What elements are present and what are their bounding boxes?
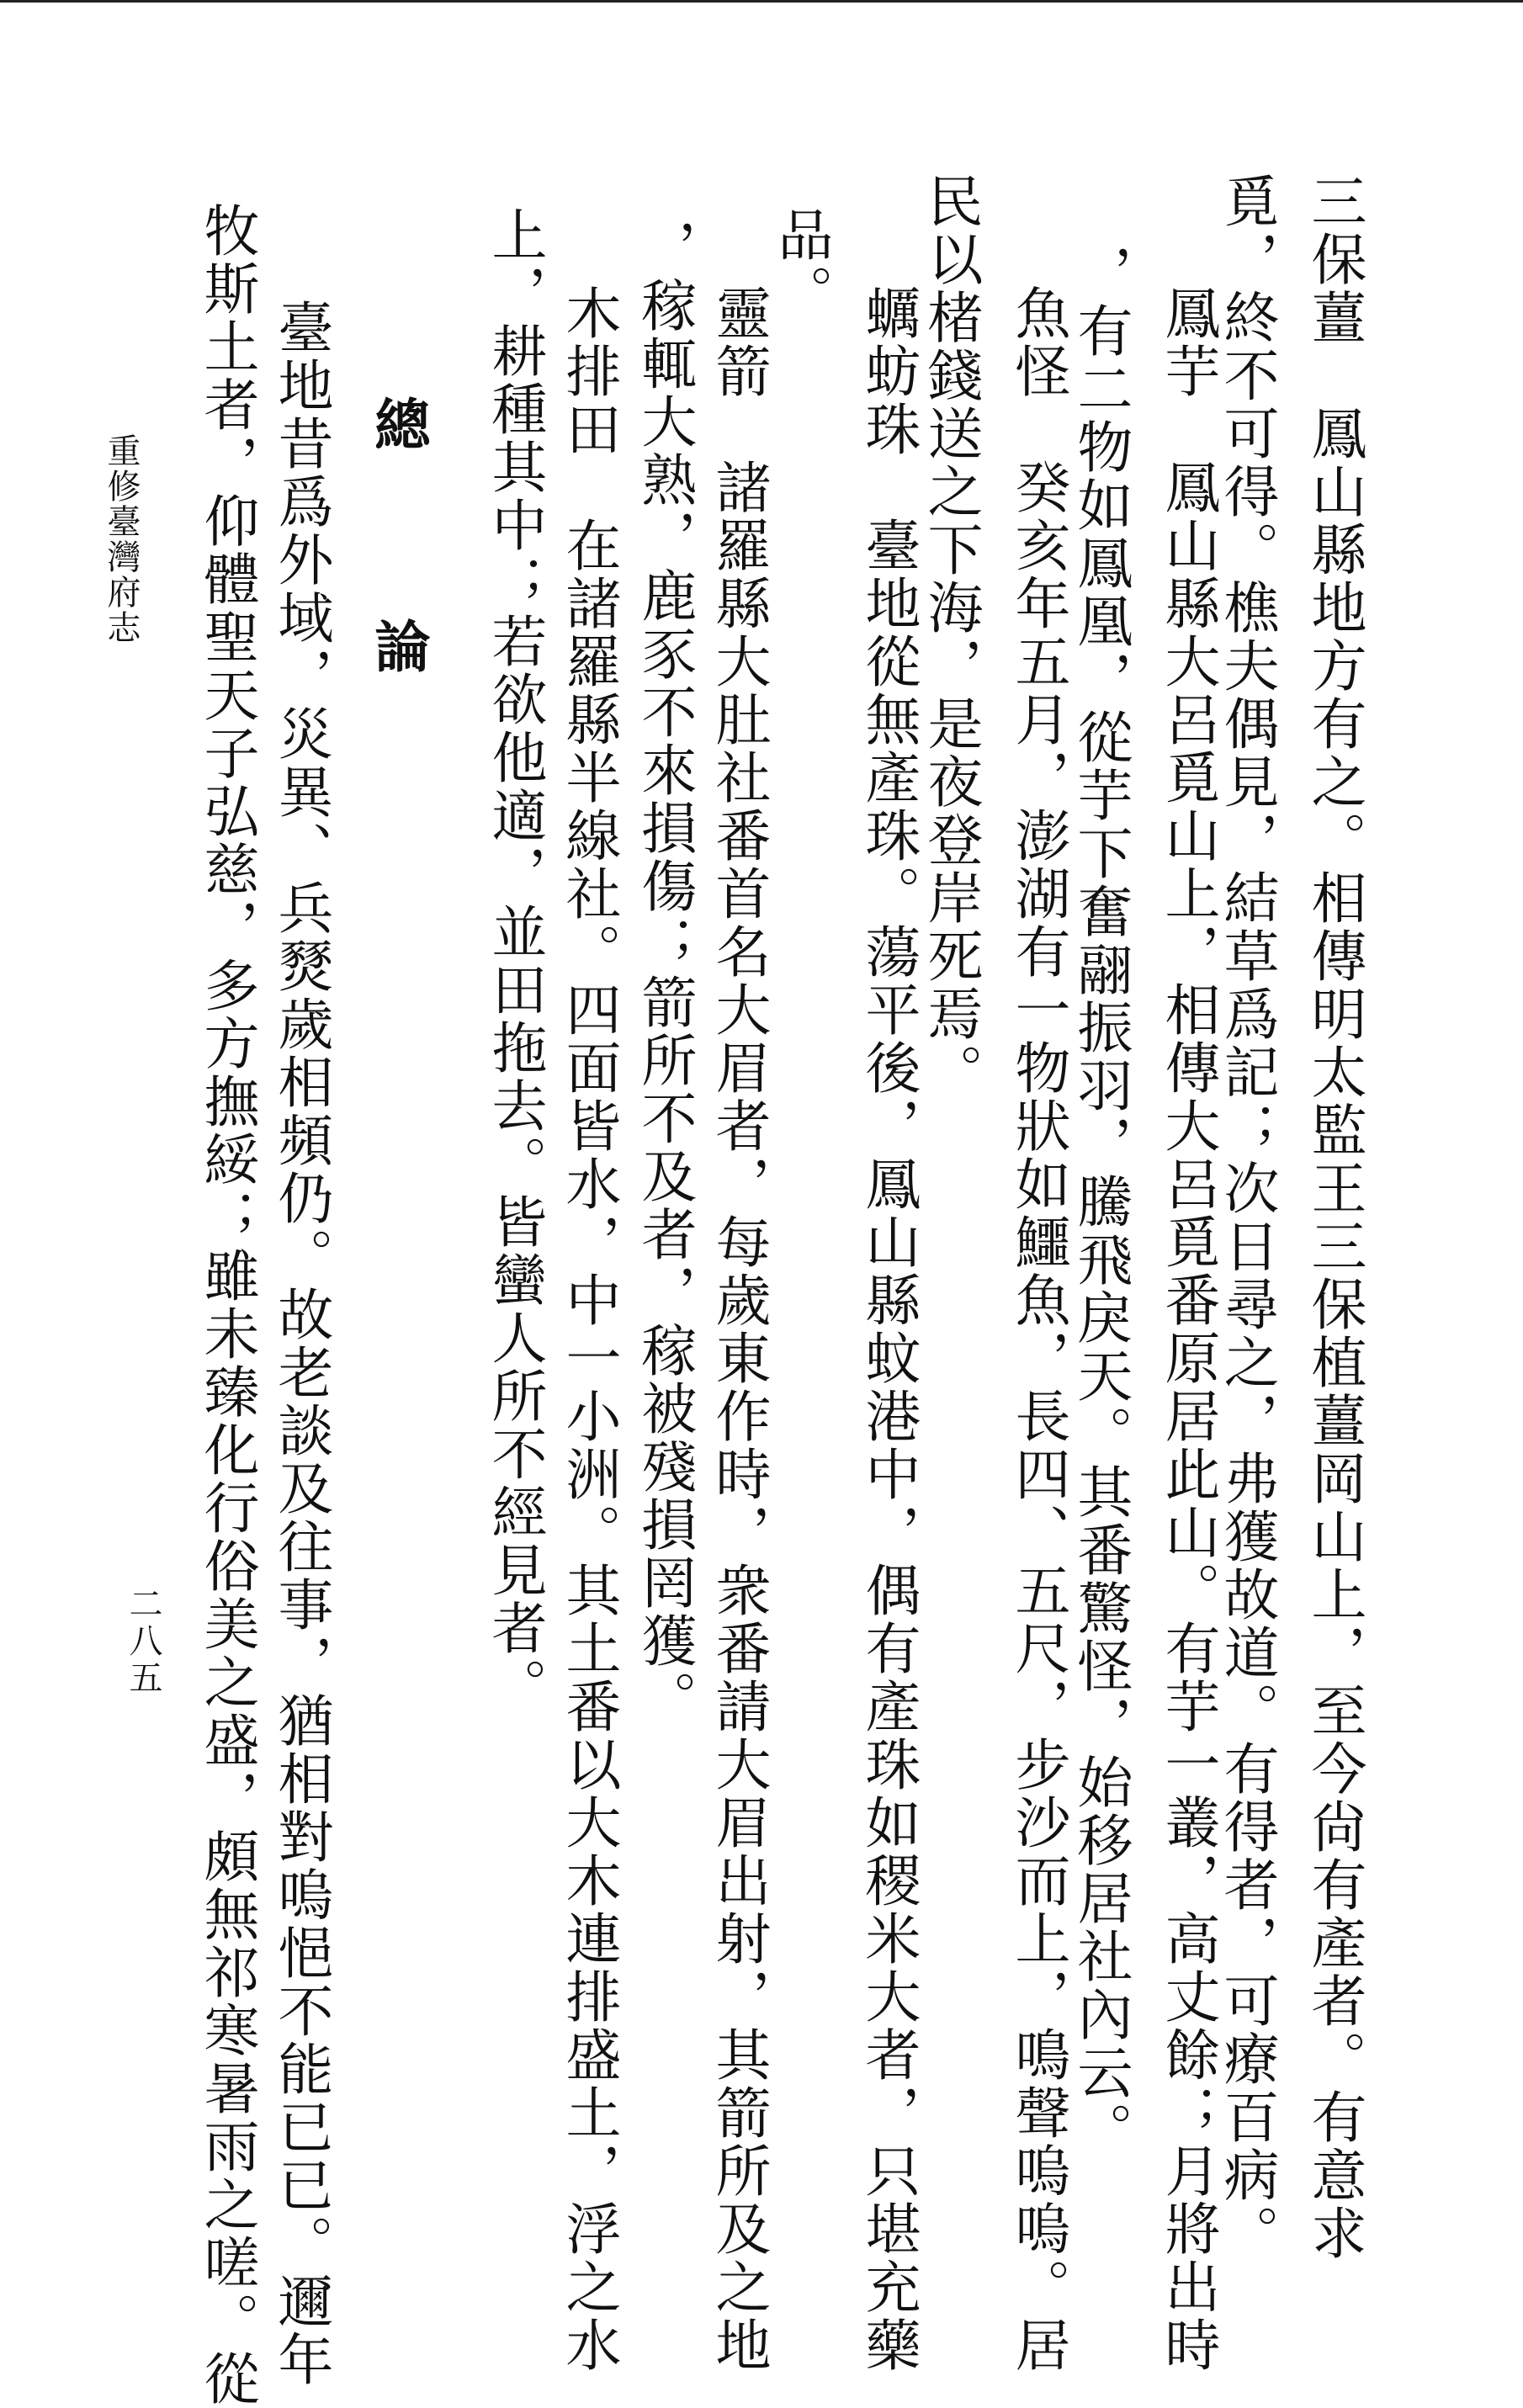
text-line-7: 蠣蚄珠 臺地從無產珠。蕩平後，鳳山縣蚊港中，偶有產珠如稷米大者，只堪充藥 xyxy=(856,284,921,2374)
text-line-14: 牧斯土者，仰體聖天子弘慈，多方撫綏；雖未臻化行俗美之盛，頗無祁寒暑雨之嗟。從 xyxy=(194,202,259,2408)
running-head: 重修臺灣府志 xyxy=(102,433,141,645)
page-number: 二八五 xyxy=(124,1586,162,1697)
text-line-6: 民以楮錢送之下海，是夜登岸死焉。 xyxy=(918,172,983,1101)
text-line-2: 覓，終不可得。樵夫偶見，結草爲記；次日尋之，弗獲故道。有得者，可療百病。 xyxy=(1214,172,1279,2262)
text-line-8: 品。 xyxy=(768,206,833,322)
text-line-12: 上，耕種其中；若欲他適，並田拖去。皆蠻人所不經見者。 xyxy=(482,206,547,1716)
text-line-9: 靈箭 諸羅縣大肚社番首名大眉者，每歲東作時，衆番請大眉出射，其箭所及之地 xyxy=(706,284,771,2374)
text-line-4: ，有二物如鳳凰，從芋下奮翮振羽，騰飛戾天。其番驚怪，始移居社內云。 xyxy=(1068,244,1133,2160)
text-line-3: 鳳芋 鳳山縣大呂覓山上，相傳大呂覓番原居此山。有芋一叢，高丈餘；月將出時 xyxy=(1155,284,1220,2374)
text-line-11: 木排田 在諸羅縣半線社。四面皆水，中一小洲。其土番以大木連排盛土，浮之水 xyxy=(556,284,621,2374)
text-line-5: 魚怪 癸亥年五月，澎湖有一物狀如鱷魚，長四、五尺，步沙而上，鳴聲嗚嗚。居 xyxy=(1006,284,1070,2374)
text-line-13: 臺地昔爲外域，災異、兵燹歲相頻仍。故老談及往事，猶相對嗚悒不能已已。邇年 xyxy=(268,299,333,2389)
text-line-10: ，稼輒大熟，鹿豕不來損傷；箭所不及者，稼被殘損罔獲。 xyxy=(632,219,697,1728)
text-line-1: 三保薑 鳳山縣地方有之。相傳明太監王三保植薑岡山上，至今尙有產者。有意求 xyxy=(1302,172,1366,2262)
top-border-line xyxy=(0,0,1523,3)
section-heading: 總 論 xyxy=(365,395,431,724)
